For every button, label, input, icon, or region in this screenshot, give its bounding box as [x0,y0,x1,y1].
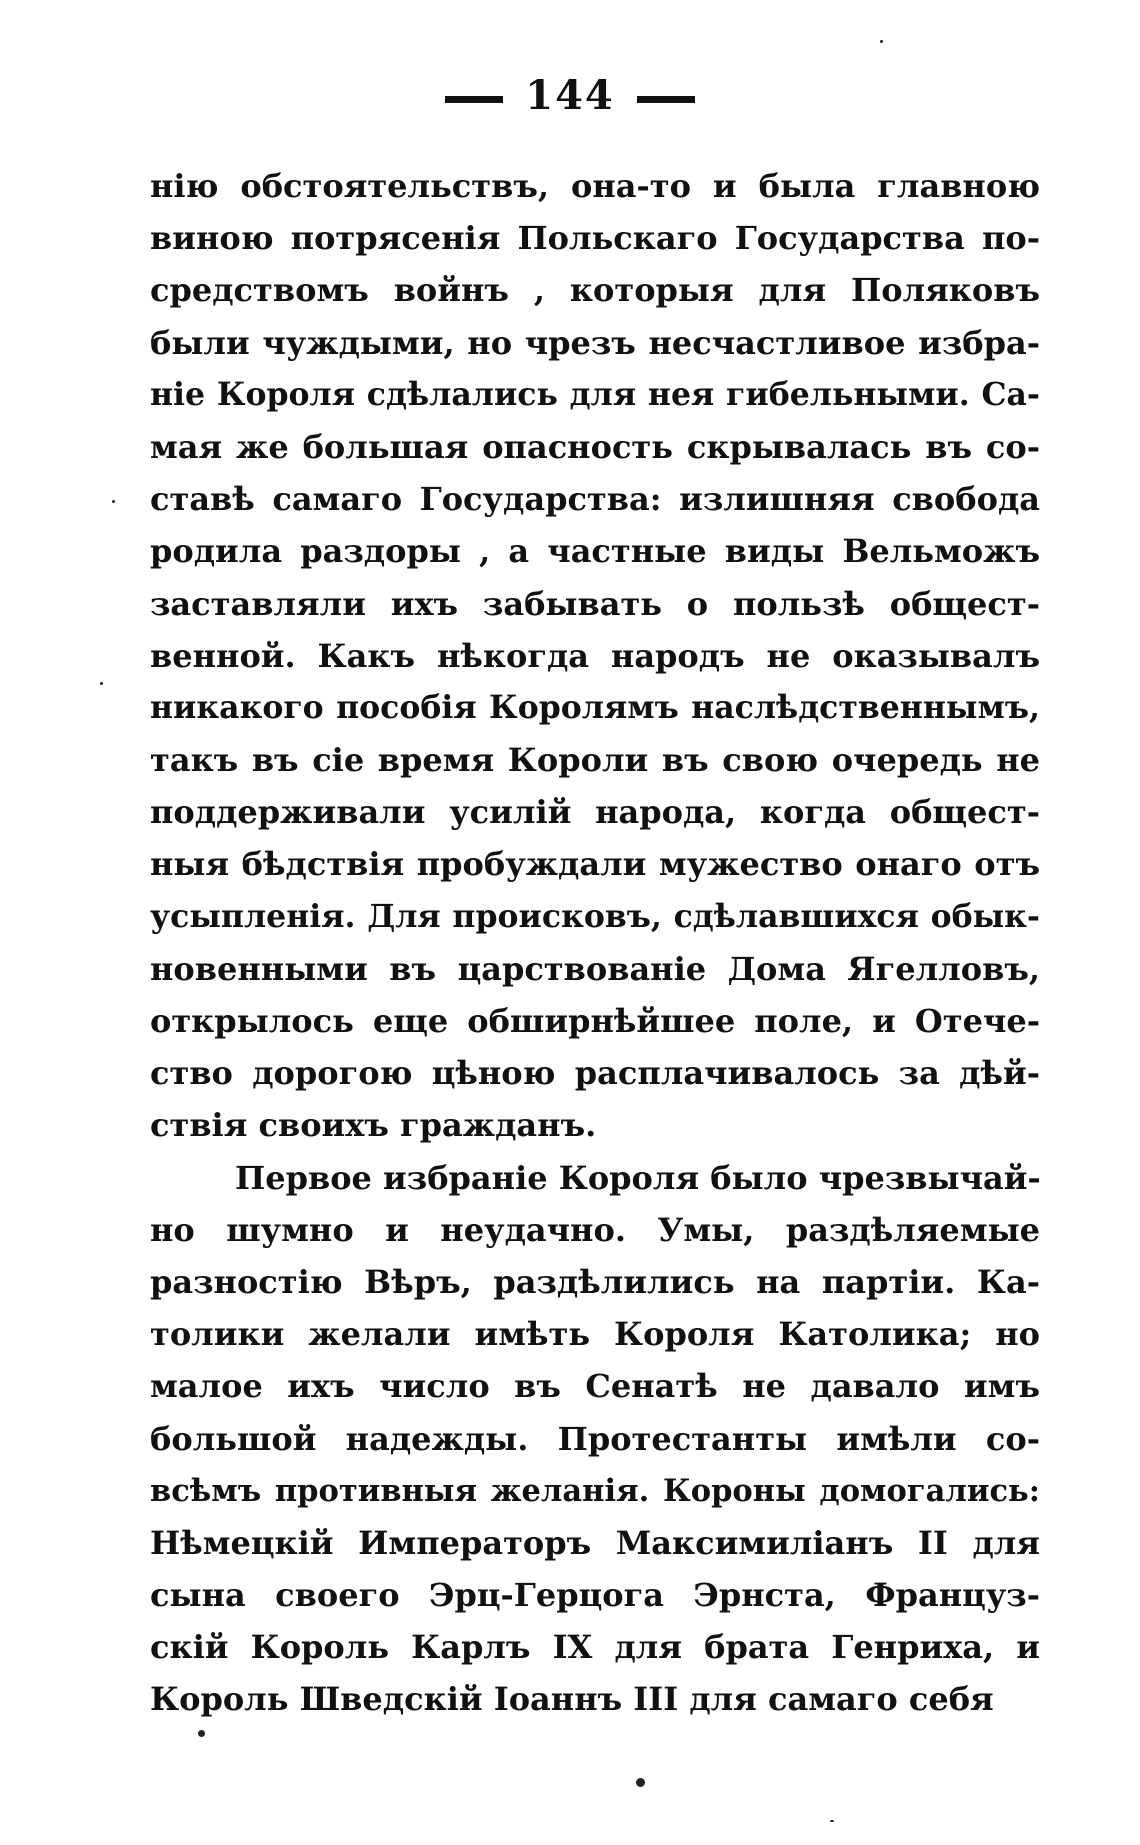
scan-speck [880,40,883,43]
text-line: ствія своихъ гражданъ. [150,1106,597,1145]
text-line: разностію Вѣръ, раздѣлились на партіи. Ка- [150,1262,1040,1301]
text-line: средствомъ войнъ , которыя для Поляковъ [150,271,1040,310]
scan-speck [100,682,103,685]
text-line: открылось еще обширнѣйшее поле, и Отече- [150,1002,1040,1040]
text-line: ставѣ самаго Государства: излишняя свобода [150,480,1040,519]
scan-speck [112,500,115,503]
text-line: такъ въ сіе время Короли въ свою очередь не [150,741,1040,780]
header-dash-left [445,96,503,103]
text-line: никакого пособія Королямъ наслѣдственнымъ, [150,688,1040,726]
text-line: Первое избраніе Короля было чрезвычай- [235,1158,1041,1197]
paragraph [150,1152,1040,1726]
scan-speck [636,1778,645,1787]
text-line: но шумно и неудачно. Умы, раздѣляемые [150,1210,1040,1249]
page-header [0,72,1140,119]
text-line: всѣмъ противныя желанія. Короны домогались: [150,1472,1040,1509]
text-line: родила раздоры , а частные виды Вельможъ [150,532,1040,571]
text-line: скій Король Карлъ IX для брата Генриха, и [150,1628,1040,1667]
text-line: ныя бѣдствія пробуждали мужество онаго отъ [150,845,1040,884]
paragraph [150,160,1040,1152]
text-line: ніе Короля сдѣлались для нея гибельными. Са- [150,375,1040,413]
text-line: мая же большая опасность скрывалась въ со- [150,427,1040,466]
text-line: ство дорогою цѣною расплачивалось за дѣй- [150,1054,1040,1093]
text-line: усыпленія. Для происковъ, сдѣлавшихся обык- [150,897,1040,935]
scan-speck [198,1730,205,1737]
text-line: сына своего Эрц-Герцога Эрнста, Француз- [150,1576,1040,1615]
scan-speck [830,1820,834,1822]
text-line: Король Шведскій Іоаннъ III для самаго себя [150,1680,994,1719]
text-line: нію обстоятельствъ, она-то и была главною [150,167,1040,205]
text-line: венной. Какъ нѣкогда народъ не оказывалъ [150,636,1040,675]
page-body [150,160,1040,1726]
text-line: малое ихъ число въ Сенатѣ не давало имъ [150,1367,1040,1406]
text-line: были чуждыми, но чрезъ несчастливое избра- [150,323,1040,362]
text-line: толики желали имѣть Короля Католика; но [150,1315,1040,1354]
text-line: новенными въ царствованіе Дома Ягелловъ, [150,949,1040,988]
page-number: 144 [525,72,615,119]
header-dash-right [637,96,695,103]
text-line: большой надежды. Протестанты имѣли со- [150,1419,1040,1458]
text-line: виною потрясенія Польскаго Государства по- [150,219,1040,258]
text-line: заставляли ихъ забывать о пользѣ общест- [150,584,1040,623]
text-line: поддерживали усилій народа, когда общест- [150,793,1040,832]
text-line: Нѣмецкій Императоръ Максимиліанъ II для [150,1523,1040,1562]
